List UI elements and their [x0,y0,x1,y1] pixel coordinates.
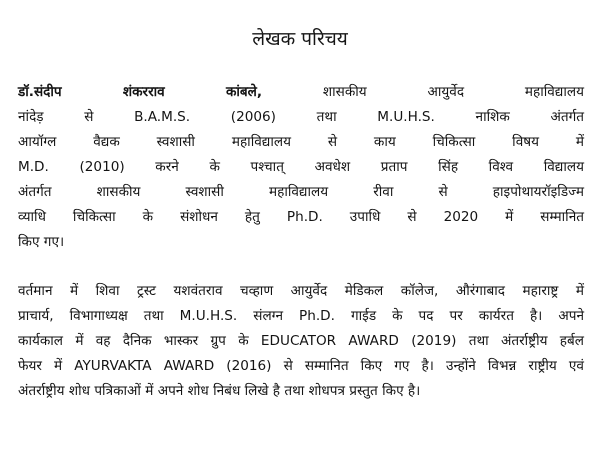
paragraph-2-line-5: अंतर्राष्ट्रीय शोध पत्रिकाओं में अपने शोध निबंध लिखे है तथा शोधपत्र प्रस्तुत किए है। [18,383,421,399]
paragraph-2-line-4: फेयर में AYURVAKTA AWARD (2016) से सम्मानित किए गए है। उन्होंने विभन्न राष्ट्रीय एवं [18,358,584,374]
author-name: डॉ.संदीप शंकरराव कांबले, [18,84,263,100]
paragraph-2-line-3: कार्यकाल में वह दैनिक भास्कर ग्रुप के EDUCATOR AWARD (2019) तथा अंतर्राष्ट्रीय हर्बल [18,333,584,349]
paragraph-1-line-1 [18,80,584,105]
paragraph-1-line-4: M.D. (2010) करने के पश्चात् अवधेश प्रताप सिंह विश्व विद्यालय [18,159,584,175]
title-text: लेखक परिचय [252,28,348,50]
paragraph-2-line-2: प्राचार्य, विभागाध्यक्ष तथा M.U.H.S. संलग्न Ph.D. गाईड के पद पर कार्यरत है। अपने [18,308,584,324]
paragraph-1-line-2: नांदेड़ से B.A.M.S. (2006) तथा M.U.H.S. नाशिक अंतर्गत [18,109,584,125]
paragraph-1-line-5: अंतर्गत शासकीय स्वशासी महाविद्यालय रीवा से हाइपोथायरॉइडिज्म [18,184,584,200]
paragraph-1-line-7: किए गए। [18,234,65,250]
paragraph-1-line-1-text: शासकीय आयुर्वेद महाविद्यालय [322,84,584,100]
paragraph-2-line-1: वर्तमान में शिवा ट्रस्ट यशवंतराव चव्हाण आयुर्वेद मेडिकल कॉलेज, औरंगाबाद महाराष्ट्र में [18,283,584,299]
paragraph-1-line-6: व्याधि चिकित्सा के संशोधन हेतु Ph.D. उपाधि से 2020 में सम्मानित [18,209,584,225]
page-title [0,26,600,52]
paragraph-1-line-3: आयॉग्ल वैद्यक स्वशासी महाविद्यालय से काय चिकित्सा विषय में [18,134,584,150]
